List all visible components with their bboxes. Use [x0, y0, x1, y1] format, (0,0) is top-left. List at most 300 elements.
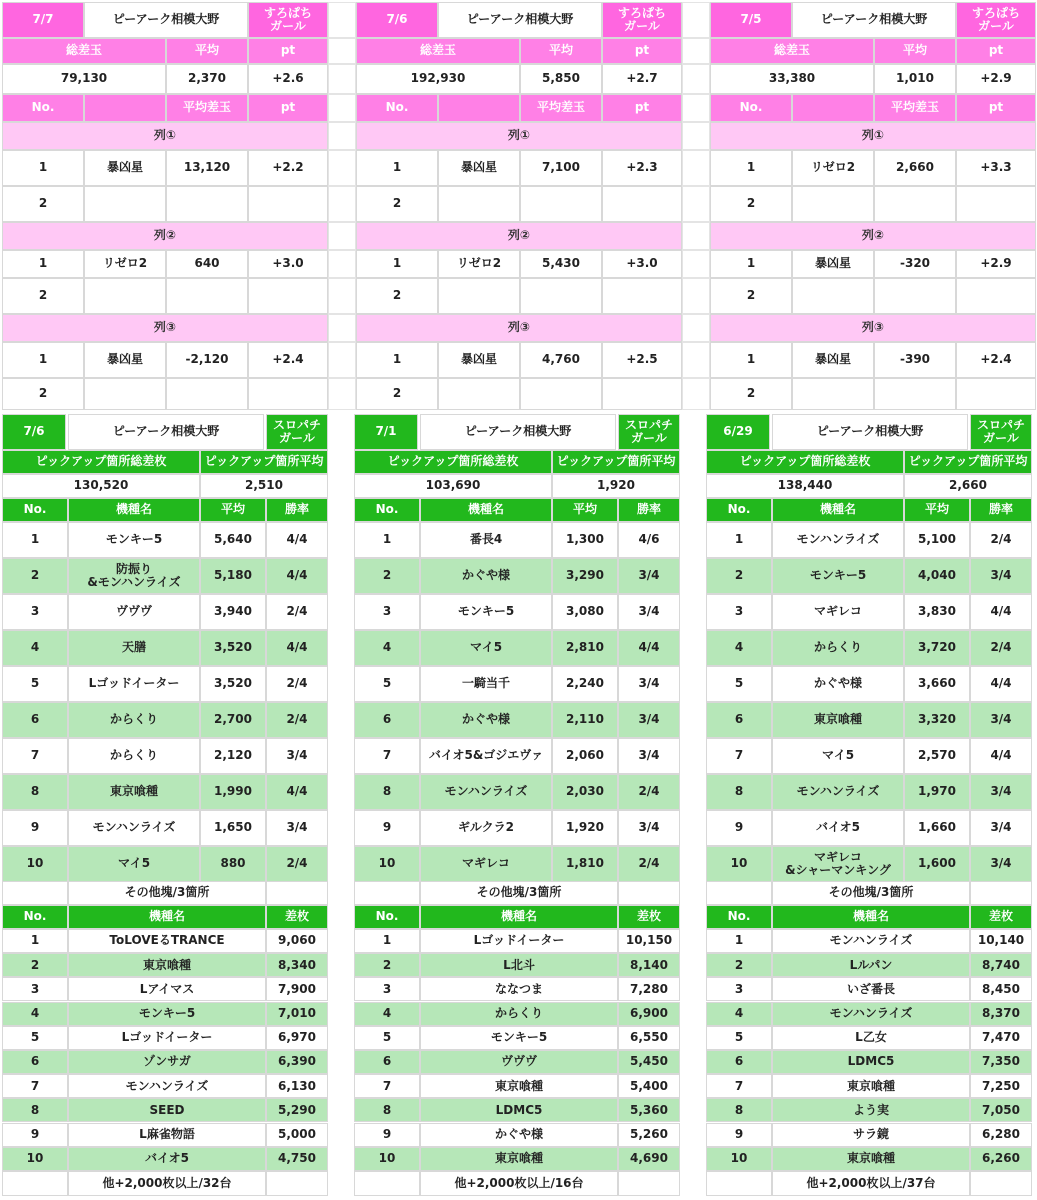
row-no: 10 [706, 846, 772, 882]
rank-machine-name: LDMC5 [772, 1050, 970, 1074]
rank-header-diff: 差枚 [618, 905, 680, 929]
rank-header-no: No. [354, 905, 420, 929]
rank-machine-name: かぐや様 [420, 1123, 618, 1147]
summary-pt-header: pt [602, 38, 682, 64]
date-cell: 7/6 [356, 2, 438, 38]
item-no: 1 [356, 250, 438, 278]
item-avg: 640 [166, 250, 248, 278]
spacer-cell [328, 2, 356, 38]
date-cell: 7/6 [2, 414, 66, 450]
item-name [438, 186, 520, 222]
item-pt: +2.2 [248, 150, 328, 186]
item-name: リゼロ2 [84, 250, 166, 278]
spacer-cell [328, 278, 356, 314]
rank-machine-name: からくり [420, 1002, 618, 1026]
item-name: リゼロ2 [792, 150, 874, 186]
item-name: 暴凶星 [438, 150, 520, 186]
rank-diff: 5,260 [618, 1123, 680, 1147]
summary-avg-header: 平均 [166, 38, 248, 64]
machine-name: ヴヴヴ [68, 594, 200, 630]
rank-diff: 6,280 [970, 1123, 1032, 1147]
row-win-rate: 3/4 [618, 738, 680, 774]
item-name [792, 378, 874, 410]
rank-diff: 5,400 [618, 1074, 680, 1098]
item-pt [248, 186, 328, 222]
rank-diff: 6,970 [266, 1026, 328, 1050]
machine-name: マイ5 [68, 846, 200, 882]
column-header-rate: 勝率 [266, 498, 328, 522]
row-no: 10 [2, 846, 68, 882]
rank-diff: 6,390 [266, 1050, 328, 1074]
machine-name: モンハンライズ [772, 522, 904, 558]
rank-no: 3 [354, 977, 420, 1001]
item-name [438, 378, 520, 410]
rank-diff: 7,350 [970, 1050, 1032, 1074]
item-no: 1 [710, 150, 792, 186]
spacer-cell [682, 186, 710, 222]
row-avg: 3,660 [904, 666, 970, 702]
row-avg: 1,920 [552, 810, 618, 846]
machine-name: モンキー5 [68, 522, 200, 558]
rank-diff: 7,900 [266, 977, 328, 1001]
spacer-cell [682, 150, 710, 186]
item-pt [602, 378, 682, 410]
rank-no: 8 [2, 1098, 68, 1122]
machine-name: からくり [772, 630, 904, 666]
item-no: 2 [356, 278, 438, 314]
item-no: 2 [356, 378, 438, 410]
rank-no: 7 [2, 1074, 68, 1098]
item-pt [602, 278, 682, 314]
item-no: 2 [710, 186, 792, 222]
item-name: 暴凶星 [792, 342, 874, 378]
item-pt: +2.4 [956, 342, 1036, 378]
row-avg: 3,320 [904, 702, 970, 738]
rank-diff: 6,260 [970, 1147, 1032, 1171]
item-avg [166, 378, 248, 410]
rank-diff: 6,900 [618, 1002, 680, 1026]
item-pt: +3.0 [602, 250, 682, 278]
row-win-rate: 3/4 [618, 702, 680, 738]
item-no: 1 [356, 150, 438, 186]
summary-total-value: 79,130 [2, 64, 166, 94]
row-avg: 1,810 [552, 846, 618, 882]
store-name: ピーアーク相模大野 [68, 414, 264, 450]
rank-no: 5 [2, 1026, 68, 1050]
row-avg: 3,940 [200, 594, 266, 630]
machine-name: マイ5 [772, 738, 904, 774]
machine-name: かぐや様 [420, 702, 552, 738]
summary-avg-header: 平均 [520, 38, 602, 64]
item-avg: 5,430 [520, 250, 602, 278]
column-header-name: 機種名 [68, 498, 200, 522]
row-avg: 2,030 [552, 774, 618, 810]
rank-no: 7 [354, 1074, 420, 1098]
row-avg: 3,520 [200, 666, 266, 702]
rank-no: 10 [2, 1147, 68, 1171]
rank-no: 1 [354, 929, 420, 953]
date-cell: 7/1 [354, 414, 418, 450]
row-no: 5 [706, 666, 772, 702]
spacer-cell [682, 2, 710, 38]
rank-header-name: 機種名 [420, 905, 618, 929]
item-avg: 13,120 [166, 150, 248, 186]
summary-total-value: 192,930 [356, 64, 520, 94]
item-name: リゼロ2 [438, 250, 520, 278]
row-win-rate: 3/4 [618, 666, 680, 702]
others-note: その他塊/3箇所 [772, 881, 970, 905]
spacer-cell [328, 342, 356, 378]
item-name: 暴凶星 [84, 342, 166, 378]
date-cell: 7/7 [2, 2, 84, 38]
rank-no: 2 [2, 953, 68, 977]
pickup-avg-value: 2,660 [904, 474, 1032, 498]
row-avg: 1,970 [904, 774, 970, 810]
spacer-cell [354, 1171, 420, 1196]
machine-name: バイオ5 [772, 810, 904, 846]
column-header-avg: 平均差玉 [874, 94, 956, 122]
item-pt [602, 186, 682, 222]
row-win-rate: 2/4 [266, 594, 328, 630]
rank-no: 10 [706, 1147, 772, 1171]
row-no: 8 [2, 774, 68, 810]
row-group-label: 列③ [710, 314, 1036, 342]
row-avg: 5,640 [200, 522, 266, 558]
item-pt: +2.3 [602, 150, 682, 186]
row-no: 8 [706, 774, 772, 810]
row-no: 2 [2, 558, 68, 594]
rank-header-no: No. [706, 905, 772, 929]
item-no: 2 [2, 378, 84, 410]
item-no: 1 [2, 250, 84, 278]
brand-label: すろぱち ガール [956, 2, 1036, 38]
rank-machine-name: バイオ5 [68, 1147, 266, 1171]
rank-no: 4 [354, 1002, 420, 1026]
row-avg: 2,060 [552, 738, 618, 774]
column-header-avg: 平均 [552, 498, 618, 522]
item-pt: +2.4 [248, 342, 328, 378]
row-no: 7 [706, 738, 772, 774]
store-name: ピーアーク相模大野 [84, 2, 248, 38]
brand-label: スロパチ ガール [266, 414, 328, 450]
row-avg: 2,700 [200, 702, 266, 738]
spacer-cell [682, 38, 710, 64]
item-pt [248, 378, 328, 410]
rank-no: 6 [2, 1050, 68, 1074]
machine-name: マギレコ &シャーマンキング [772, 846, 904, 882]
rank-no: 2 [354, 953, 420, 977]
spacer-cell [328, 150, 356, 186]
brand-label: スロパチ ガール [970, 414, 1032, 450]
spacer-cell [970, 881, 1032, 905]
store-name: ピーアーク相模大野 [420, 414, 616, 450]
item-name: 暴凶星 [792, 250, 874, 278]
row-no: 1 [706, 522, 772, 558]
item-no: 1 [2, 342, 84, 378]
rank-machine-name: 東京喰種 [772, 1147, 970, 1171]
rank-diff: 8,340 [266, 953, 328, 977]
row-win-rate: 3/4 [970, 810, 1032, 846]
machine-name: かぐや様 [420, 558, 552, 594]
item-pt: +2.9 [956, 250, 1036, 278]
machine-name: モンキー5 [772, 558, 904, 594]
rank-diff: 8,140 [618, 953, 680, 977]
spacer-cell [328, 378, 356, 410]
rank-machine-name: 東京喰種 [68, 953, 266, 977]
rank-machine-name: LDMC5 [420, 1098, 618, 1122]
column-header-no: No. [710, 94, 792, 122]
rank-no: 9 [706, 1123, 772, 1147]
spacer-cell [328, 314, 356, 342]
column-header-rate: 勝率 [970, 498, 1032, 522]
rank-machine-name: 東京喰種 [772, 1074, 970, 1098]
rank-no: 10 [354, 1147, 420, 1171]
rank-diff: 6,550 [618, 1026, 680, 1050]
pickup-total-value: 138,440 [706, 474, 904, 498]
item-name [84, 186, 166, 222]
rank-machine-name: モンハンライズ [772, 929, 970, 953]
rank-no: 9 [354, 1123, 420, 1147]
spacer-cell [2, 1171, 68, 1196]
machine-name: からくり [68, 702, 200, 738]
summary-avg-value: 1,010 [874, 64, 956, 94]
column-header-name: 機種名 [420, 498, 552, 522]
row-no: 8 [354, 774, 420, 810]
item-no: 1 [710, 250, 792, 278]
spacer-cell [682, 222, 710, 250]
spacer-cell [682, 378, 710, 410]
column-header-avg: 平均差玉 [520, 94, 602, 122]
rank-no: 7 [706, 1074, 772, 1098]
rank-diff: 7,470 [970, 1026, 1032, 1050]
rank-machine-name: サラ鏡 [772, 1123, 970, 1147]
footer-note: 他+2,000枚以上/16台 [420, 1171, 618, 1196]
row-group-label: 列① [710, 122, 1036, 150]
row-no: 9 [354, 810, 420, 846]
machine-name: ギルクラ2 [420, 810, 552, 846]
machine-name: マイ5 [420, 630, 552, 666]
machine-name: バイオ5&ゴジエヴァ [420, 738, 552, 774]
rank-no: 8 [354, 1098, 420, 1122]
store-name: ピーアーク相模大野 [438, 2, 602, 38]
rank-no: 6 [706, 1050, 772, 1074]
summary-avg-header: 平均 [874, 38, 956, 64]
spacer-cell [682, 250, 710, 278]
spacer-cell [618, 1171, 680, 1196]
rank-no: 1 [706, 929, 772, 953]
pickup-total-header: ピックアップ箇所総差枚 [2, 450, 200, 474]
pickup-avg-header: ピックアップ箇所平均 [200, 450, 328, 474]
rank-machine-name: ゾンサガ [68, 1050, 266, 1074]
row-no: 1 [354, 522, 420, 558]
column-header-name: 機種名 [772, 498, 904, 522]
rank-no: 9 [2, 1123, 68, 1147]
column-header-rate: 勝率 [618, 498, 680, 522]
rank-machine-name: ななつま [420, 977, 618, 1001]
row-win-rate: 2/4 [266, 702, 328, 738]
rank-header-name: 機種名 [772, 905, 970, 929]
row-avg: 1,650 [200, 810, 266, 846]
rank-header-no: No. [2, 905, 68, 929]
row-win-rate: 2/4 [266, 846, 328, 882]
item-avg [874, 278, 956, 314]
rank-diff: 4,750 [266, 1147, 328, 1171]
others-note: その他塊/3箇所 [68, 881, 266, 905]
row-win-rate: 3/4 [618, 594, 680, 630]
row-group-label: 列③ [356, 314, 682, 342]
item-pt [956, 278, 1036, 314]
rank-machine-name: モンハンライズ [68, 1074, 266, 1098]
row-win-rate: 2/4 [618, 774, 680, 810]
column-header-pt: pt [956, 94, 1036, 122]
row-win-rate: 2/4 [266, 666, 328, 702]
spacer-cell [618, 881, 680, 905]
column-header-avg: 平均 [200, 498, 266, 522]
row-no: 7 [354, 738, 420, 774]
item-avg [520, 278, 602, 314]
summary-avg-value: 2,370 [166, 64, 248, 94]
rank-machine-name: ヴヴヴ [420, 1050, 618, 1074]
rank-diff: 7,010 [266, 1002, 328, 1026]
column-header-name [84, 94, 166, 122]
date-cell: 7/5 [710, 2, 792, 38]
summary-avg-value: 5,850 [520, 64, 602, 94]
row-win-rate: 3/4 [970, 558, 1032, 594]
item-name [792, 278, 874, 314]
row-avg: 3,080 [552, 594, 618, 630]
row-win-rate: 4/4 [266, 774, 328, 810]
row-no: 5 [354, 666, 420, 702]
machine-name: モンハンライズ [68, 810, 200, 846]
column-header-pt: pt [602, 94, 682, 122]
rank-no: 3 [2, 977, 68, 1001]
item-name [792, 186, 874, 222]
brand-label: すろぱち ガール [248, 2, 328, 38]
rank-no: 3 [706, 977, 772, 1001]
item-avg: 4,760 [520, 342, 602, 378]
row-win-rate: 2/4 [970, 630, 1032, 666]
item-name [84, 378, 166, 410]
machine-name: モンハンライズ [420, 774, 552, 810]
column-header-no: No. [2, 498, 68, 522]
row-win-rate: 3/4 [970, 846, 1032, 882]
item-avg [520, 378, 602, 410]
rank-diff: 10,150 [618, 929, 680, 953]
row-win-rate: 4/4 [970, 594, 1032, 630]
item-name [438, 278, 520, 314]
item-avg [166, 278, 248, 314]
pickup-avg-header: ピックアップ箇所平均 [904, 450, 1032, 474]
item-no: 2 [2, 278, 84, 314]
pickup-total-value: 103,690 [354, 474, 552, 498]
column-header-no: No. [356, 94, 438, 122]
summary-total-value: 33,380 [710, 64, 874, 94]
rank-machine-name: L麻雀物語 [68, 1123, 266, 1147]
machine-name: からくり [68, 738, 200, 774]
rank-diff: 4,690 [618, 1147, 680, 1171]
row-avg: 1,300 [552, 522, 618, 558]
row-win-rate: 4/4 [970, 666, 1032, 702]
row-no: 1 [2, 522, 68, 558]
machine-name: 東京喰種 [68, 774, 200, 810]
item-no: 1 [710, 342, 792, 378]
rank-diff: 5,000 [266, 1123, 328, 1147]
row-group-label: 列① [2, 122, 328, 150]
machine-name: 天膳 [68, 630, 200, 666]
rank-machine-name: いざ番長 [772, 977, 970, 1001]
item-name: 暴凶星 [84, 150, 166, 186]
rank-header-diff: 差枚 [970, 905, 1032, 929]
rank-diff: 10,140 [970, 929, 1032, 953]
rank-no: 5 [354, 1026, 420, 1050]
spacer-cell [682, 64, 710, 94]
rank-diff: 8,740 [970, 953, 1032, 977]
row-avg: 2,120 [200, 738, 266, 774]
rank-diff: 9,060 [266, 929, 328, 953]
item-no: 2 [2, 186, 84, 222]
column-header-avg: 平均差玉 [166, 94, 248, 122]
row-win-rate: 4/4 [970, 738, 1032, 774]
row-win-rate: 3/4 [618, 558, 680, 594]
spacer-cell [328, 64, 356, 94]
item-no: 1 [2, 150, 84, 186]
column-header-name [438, 94, 520, 122]
rank-machine-name: モンキー5 [68, 1002, 266, 1026]
spacer-cell [970, 1171, 1032, 1196]
row-win-rate: 3/4 [970, 774, 1032, 810]
rank-machine-name: よう実 [772, 1098, 970, 1122]
row-win-rate: 3/4 [266, 810, 328, 846]
summary-total-header: 総差玉 [2, 38, 166, 64]
column-header-pt: pt [248, 94, 328, 122]
row-group-label: 列② [710, 222, 1036, 250]
pickup-total-value: 130,520 [2, 474, 200, 498]
date-cell: 6/29 [706, 414, 770, 450]
summary-pt-value: +2.9 [956, 64, 1036, 94]
row-group-label: 列③ [2, 314, 328, 342]
row-no: 10 [354, 846, 420, 882]
row-no: 4 [2, 630, 68, 666]
row-avg: 1,660 [904, 810, 970, 846]
item-pt [248, 278, 328, 314]
rank-machine-name: ToLOVEるTRANCE [68, 929, 266, 953]
row-no: 3 [354, 594, 420, 630]
row-win-rate: 2/4 [970, 522, 1032, 558]
rank-machine-name: SEED [68, 1098, 266, 1122]
column-header-no: No. [354, 498, 420, 522]
rank-machine-name: Lゴッドイーター [420, 929, 618, 953]
spacer-cell [328, 94, 356, 122]
rank-machine-name: Lアイマス [68, 977, 266, 1001]
spacer-cell [682, 122, 710, 150]
spacer-cell [682, 278, 710, 314]
spacer-cell [354, 881, 420, 905]
footer-note: 他+2,000枚以上/37台 [772, 1171, 970, 1196]
brand-label: スロパチ ガール [618, 414, 680, 450]
row-no: 2 [706, 558, 772, 594]
rank-diff: 5,450 [618, 1050, 680, 1074]
rank-machine-name: Lゴッドイーター [68, 1026, 266, 1050]
summary-total-header: 総差玉 [710, 38, 874, 64]
row-avg: 5,100 [904, 522, 970, 558]
row-avg: 3,290 [552, 558, 618, 594]
item-pt [956, 186, 1036, 222]
rank-diff: 7,280 [618, 977, 680, 1001]
row-win-rate: 2/4 [618, 846, 680, 882]
summary-pt-value: +2.6 [248, 64, 328, 94]
row-no: 3 [706, 594, 772, 630]
row-no: 6 [706, 702, 772, 738]
